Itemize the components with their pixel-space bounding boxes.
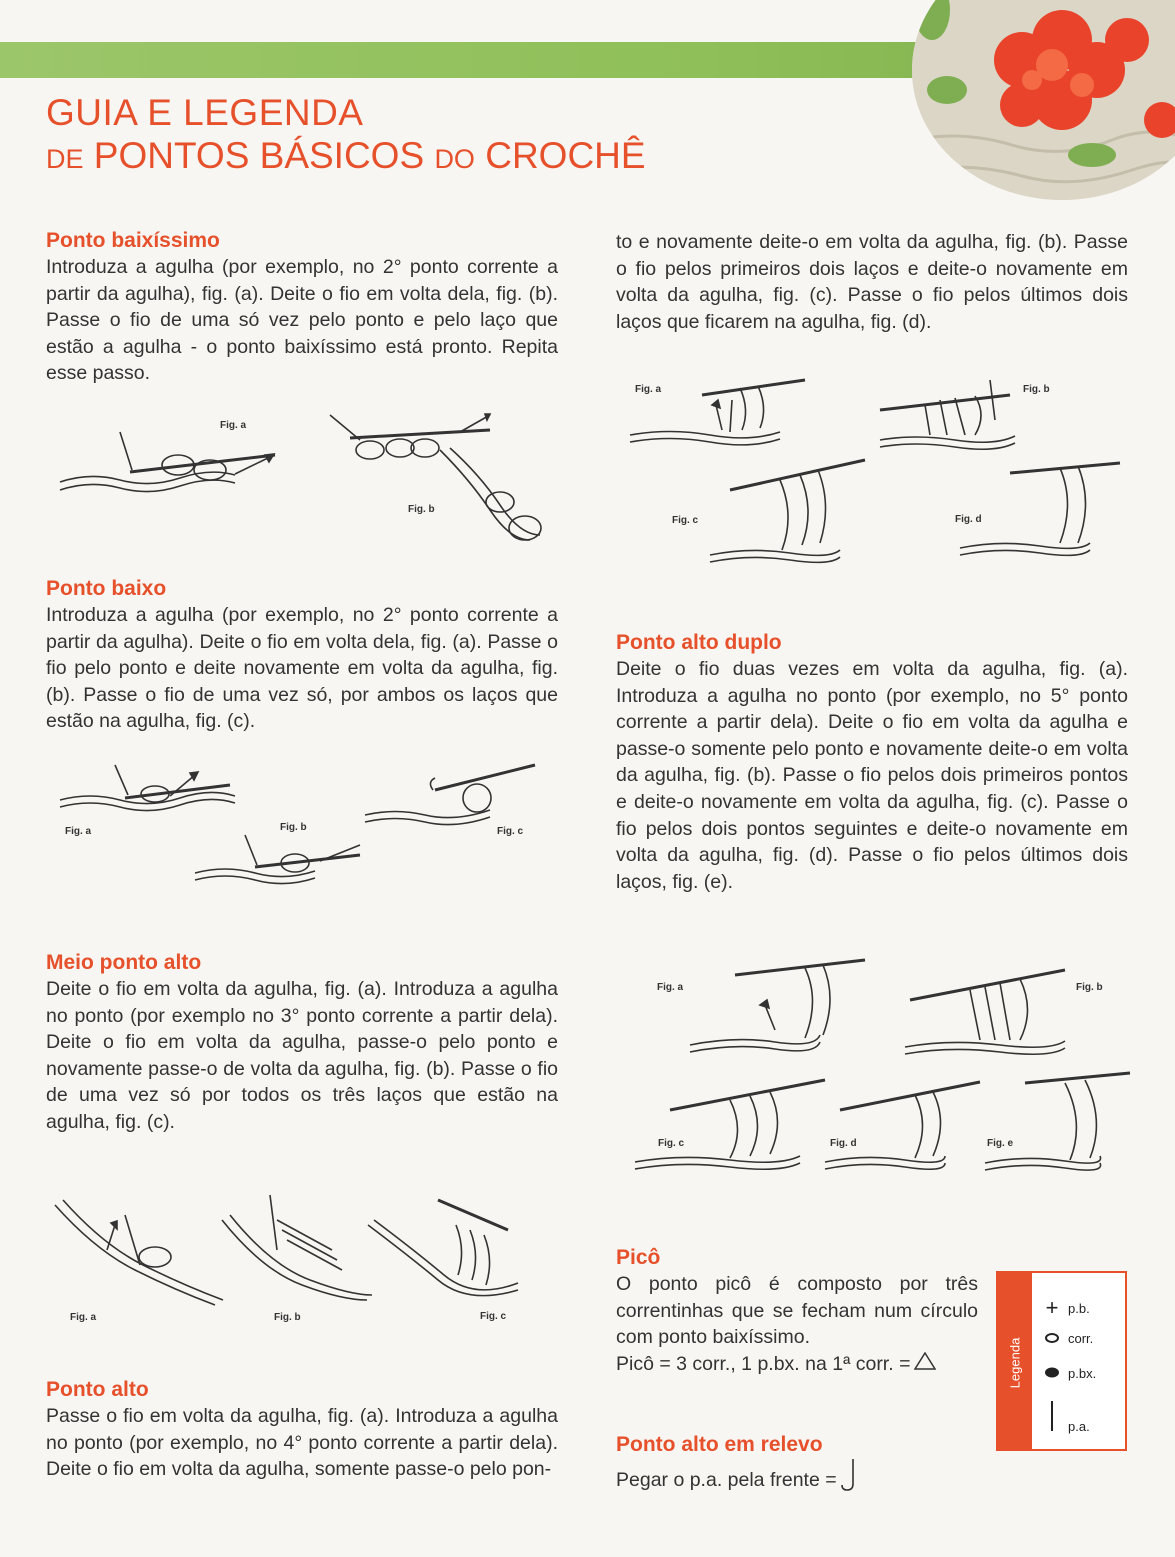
- section-ponto-baixissimo: [46, 228, 558, 387]
- section-meio-ponto-alto: [46, 950, 558, 1136]
- label-fig-b: Fig. b: [1023, 384, 1050, 395]
- text-ponto-baixissimo: Introduza a agulha (por exemplo, no 2° ponto corrente a partir da agulha), fig. (a). Deite o fio em volta dela, fig. (b). Passe o fio de uma só vez pelo ponto e pelo laço que estão a agulha - o ponto baixíssimo está pronto. Repita esse passo.: [46, 256, 558, 385]
- plus-icon: +: [1045, 1295, 1059, 1320]
- label-fig-c: Fig. c: [672, 515, 699, 526]
- section-ponto-alto: [46, 1377, 558, 1483]
- figure-meio-alto-c: [368, 1195, 548, 1325]
- text-ponto-baixo: Introduza a agulha (por exemplo, no 2° ponto corrente a partir da agulha). Deite o fio em volta dela, fig. (a). Passe o fio pelo ponto e deite novamente em volta da agulha, fig. (b). Passe o fio de uma vez só, por ambos os laços que estão na agulha, fig. (c).: [46, 604, 558, 733]
- label-fig-d: Fig. d: [830, 1138, 857, 1149]
- legend-title: Legenda: [1007, 1337, 1023, 1389]
- figure-meio-alto-a: [55, 1195, 225, 1325]
- label-fig-a: Fig. a: [220, 420, 247, 431]
- label-fig-b: Fig. b: [274, 1312, 301, 1323]
- section-ponto-alto-continued: [616, 229, 1128, 335]
- figure-baixissimo-a: [60, 410, 290, 500]
- figure-alto-a: [630, 370, 810, 460]
- label-fig-a: Fig. a: [635, 384, 662, 395]
- figure-alto-duplo-b: [900, 955, 1115, 1065]
- label-fig-b: Fig. b: [408, 504, 435, 515]
- formula-pico: Picô = 3 corr., 1 p.bx. na 1ª corr. =: [616, 1351, 978, 1378]
- text-ponto-alto: Passe o fio em volta da agulha, fig. (a). Introduza a agulha no ponto (por exemplo, no 4° ponto corrente a partir dela). Deite o fio em volta da agulha, somente passe-o pelo pon-: [46, 1405, 558, 1481]
- formula-relevo: Pegar o p.a. pela frente =: [616, 1458, 978, 1494]
- figure-alto-d: [950, 448, 1130, 578]
- heading-ponto-alto: Ponto alto: [46, 1378, 149, 1401]
- heading-ponto-alto-relevo: Ponto alto em relevo: [616, 1433, 823, 1456]
- text-pico: O ponto picô é composto por três correntinhas que se fecham num círculo com ponto baixíssimo.: [616, 1273, 978, 1349]
- heading-pico: Picô: [616, 1246, 661, 1269]
- heading-ponto-baixo: Ponto baixo: [46, 577, 167, 600]
- label-fig-d: Fig. d: [955, 514, 982, 525]
- vertical-bar-icon: [1040, 1401, 1064, 1434]
- circle-outline-icon: [1040, 1331, 1064, 1346]
- heading-ponto-alto-duplo: Ponto alto duplo: [616, 631, 782, 654]
- figure-alto-b: [875, 370, 1075, 460]
- legend-item-pb: + p.b.: [1040, 1295, 1090, 1321]
- label-fig-c: Fig. c: [497, 826, 524, 837]
- filled-circle-icon: [1040, 1366, 1064, 1381]
- heading-ponto-baixissimo: Ponto baixíssimo: [46, 229, 220, 252]
- title-line-2: DE PONTOS BÁSICOS DO CROCHÊ: [46, 134, 646, 176]
- label-fig-c: Fig. c: [658, 1138, 685, 1149]
- figure-alto-duplo-e: [985, 1068, 1135, 1183]
- figure-baixo-b: [195, 815, 375, 890]
- section-ponto-alto-relevo: [616, 1432, 978, 1494]
- triangle-icon: [914, 1351, 936, 1378]
- section-ponto-baixo: [46, 576, 558, 735]
- label-fig-a: Fig. a: [65, 826, 92, 837]
- label-fig-b: Fig. b: [280, 822, 307, 833]
- figure-alto-duplo-d: [825, 1070, 985, 1180]
- label-fig-a: Fig. a: [70, 1312, 97, 1323]
- label-fig-b: Fig. b: [1076, 982, 1103, 993]
- text-ponto-alto-continued: to e novamente deite-o em volta da agulha, fig. (b). Passe o fio pelos primeiros dois laços e deite-o novamente em volta da agulha, fig. (c). Passe o fio pelos últimos dois laços que ficarem na agulha, fig. (d).: [616, 231, 1128, 333]
- heading-meio-ponto-alto: Meio ponto alto: [46, 951, 202, 974]
- figure-baixo-c: [365, 760, 545, 840]
- label-fig-e: Fig. e: [987, 1138, 1014, 1149]
- figure-alto-duplo-c: [630, 1070, 830, 1180]
- legend-item-pbx: p.bx.: [1040, 1366, 1096, 1381]
- label-fig-c: Fig. c: [480, 1311, 507, 1322]
- crochet-flower-photo: [912, 0, 1175, 200]
- legend-side-bar: [998, 1273, 1032, 1449]
- section-pico: [616, 1245, 978, 1377]
- label-fig-a: Fig. a: [657, 982, 684, 993]
- hook-stitch-icon: [841, 1458, 857, 1494]
- text-meio-ponto-alto: Deite o fio em volta da agulha, fig. (a). Introduza a agulha no ponto (por exemplo no 3° ponto corrente a partir dela). Deite o fio em volta da agulha, passe-o pelo ponto e novamente passe-o de volta da agulha, fig. (b). Passe o fio de uma vez só por todos os três laços que estão na agulha, fig. (c).: [46, 978, 558, 1133]
- text-ponto-alto-duplo: Deite o fio duas vezes em volta da agulha, fig. (a). Introduza a agulha no ponto (por exemplo, no 5° ponto corrente a partir dela). Deite o fio em volta da agulha e passe-o somente pelo ponto e novamente deite-o em volta da agulha, fig. (b). Passe o fio pelos dois primeiros pontos e deite-o novamente em volta da agulha, fig. (c). Passe o fio pelos dois pontos seguintes e deite-o novamente em volta da agulha, fig. (d). Passe o fio pelos últimos dois laços, fig. (e).: [616, 658, 1128, 893]
- title-line-1: GUIA E LEGENDA: [46, 92, 364, 133]
- legend-box: [996, 1271, 1127, 1451]
- legend-item-corr: corr.: [1040, 1331, 1093, 1346]
- figure-alto-duplo-a: [655, 950, 870, 1060]
- legend-item-pa: p.a.: [1040, 1401, 1090, 1434]
- page-title: [46, 92, 646, 177]
- section-ponto-alto-duplo: [616, 630, 1128, 895]
- figure-alto-c: [670, 455, 870, 580]
- figure-meio-alto-b: [222, 1190, 372, 1325]
- figure-baixissimo-b: [330, 410, 560, 555]
